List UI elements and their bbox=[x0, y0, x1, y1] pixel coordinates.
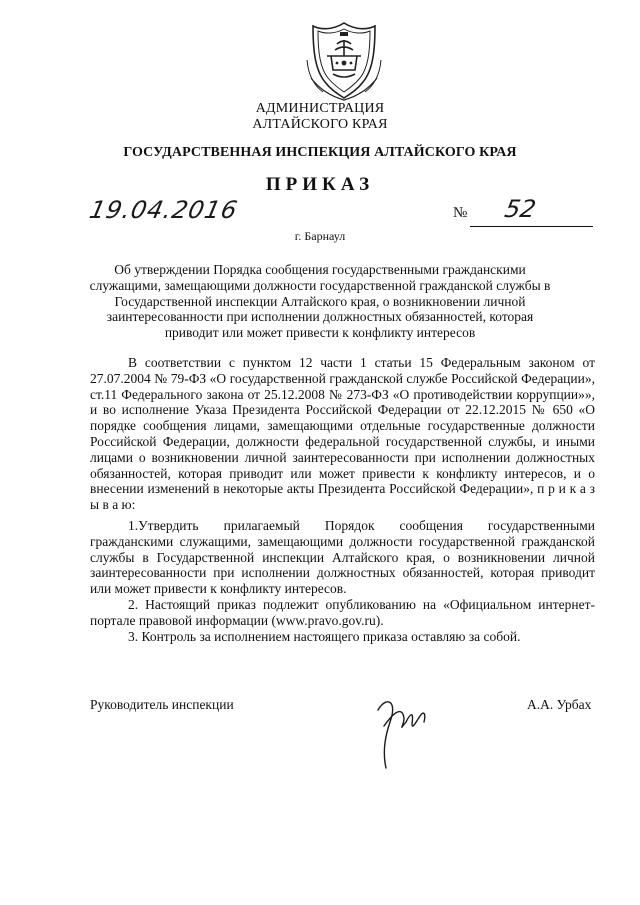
inspection-title: ГОСУДАРСТВЕННАЯ ИНСПЕКЦИЯ АЛТАЙСКОГО КРАЯ bbox=[123, 145, 517, 160]
admin-line-2: АЛТАЙСКОГО КРАЯ bbox=[252, 117, 388, 132]
order-number-underline bbox=[470, 226, 593, 227]
coat-of-arms-emblem bbox=[303, 20, 385, 102]
order-item-3: 3. Контроль за исполнением настоящего приказа оставляю за собой. bbox=[128, 628, 521, 644]
order-subject bbox=[0, 262, 640, 341]
preamble bbox=[90, 355, 595, 513]
order-item-2: 2. Настоящий приказ подлежит опубликованию на «Официальном интернет-портале правовой информации (www.pravo.gov.ru). bbox=[90, 596, 595, 628]
signatory-name: А.А. Урбах bbox=[527, 697, 592, 712]
subject-line: Государственной инспекции Алтайского края, о возникновении личной bbox=[114, 293, 526, 309]
handwritten-signature bbox=[368, 692, 438, 772]
city-line: г. Барнаул bbox=[294, 229, 346, 243]
order-item-1: 1.Утвердить прилагаемый Порядок сообщения государственными гражданскими служащими, замещающими должности государственной гражданской службы в Государственной инспекции Алтайского края, о возникновении личной заинтересованности при исполнении должностных обязанностей, которая приводит или может привести к конфликту интересов. bbox=[90, 518, 595, 597]
subject-line: Об утверждении Порядка сообщения государственными гражданскими bbox=[114, 262, 526, 277]
signatory-position: Руководитель инспекции bbox=[90, 697, 234, 712]
admin-line-1: АДМИНИСТРАЦИЯ bbox=[255, 101, 385, 116]
subject-line: приводит или может привести к конфликту интересов bbox=[164, 325, 476, 341]
subject-line: заинтересованности при исполнении должностных обязанностей, которая bbox=[106, 309, 534, 325]
administration-header bbox=[0, 101, 640, 133]
order-title: ПРИКАЗ bbox=[265, 174, 375, 195]
order-number-label: № bbox=[453, 205, 468, 221]
handwritten-date: 19.04.2016 bbox=[87, 196, 241, 224]
subject-line: служащими, замещающими должности государственной гражданской службы в bbox=[89, 277, 551, 293]
preamble-paragraph: В соответствии с пунктом 12 части 1 статьи 15 Федеральным законом от 27.07.2004 № 79-ФЗ «О государственной гражданской службе Российской Федерации», ст.11 Федерального закона от 25.12.2008 № 273-ФЗ «О противодействии коррупции»», и во исполнение Указа Президента Российской Федерации от 22.12.2015 № 650 «О порядке сообщения лицами, замещающими отдельные государственные должности Российской Федерации, должности федеральной государственной службы, и иными лицами о возникновении личной заинтересованности при исполнении должностных обязанностей, которая приводит или может привести к конфликту интересов, и о внесении изменений в некоторые акты Президента Российской Федерации», п р и к а з ы в а ю: bbox=[90, 355, 595, 513]
handwritten-order-number: 52 bbox=[502, 195, 539, 223]
order-items bbox=[90, 518, 595, 644]
